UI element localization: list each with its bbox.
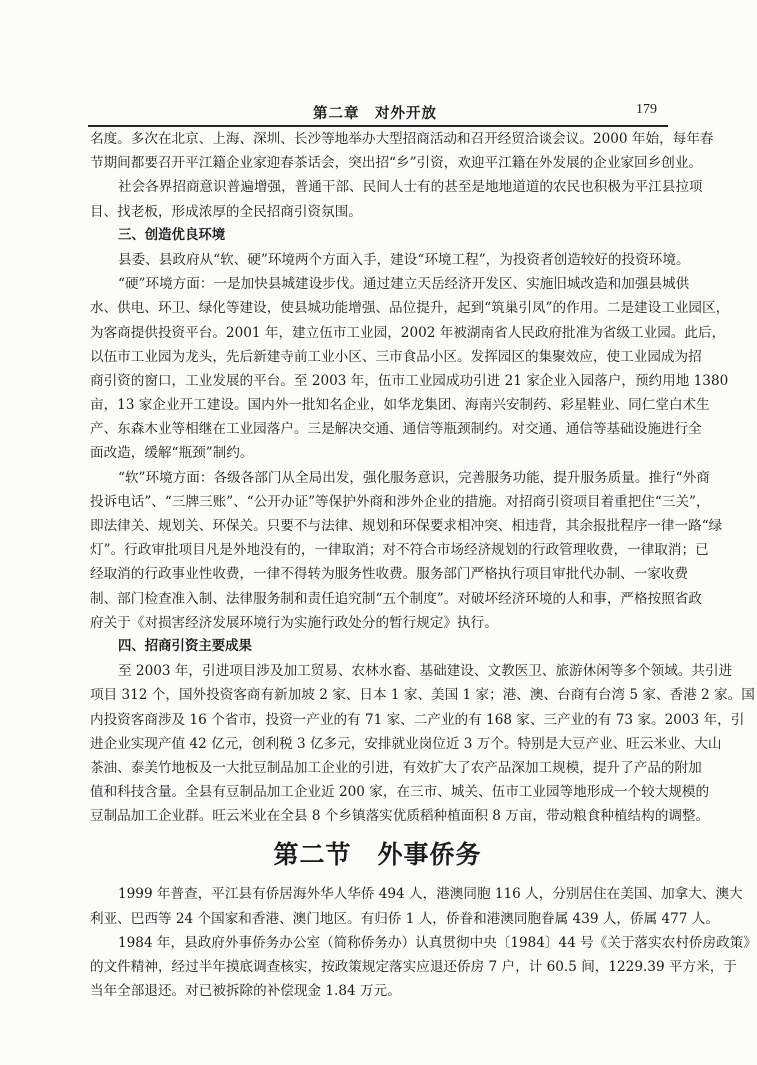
text-line: 以伍市工业园为龙头，先后新建寺前工业小区、三市食品小区。发挥园区的集聚效应，使工业园成为招 xyxy=(90,348,702,365)
text-line: 项目 312 个，国外投资客商有新加坡 2 家、日本 1 家、美国 1 家；港、澳、台商有台湾 5 家、香港 2 家。国 xyxy=(90,687,755,704)
running-header-chapter: 第二章 对外开放 xyxy=(313,105,437,122)
text-line: 灯”。行政审批项目凡是外地没有的，一律取消；对不符合市场经济规划的行政管理收费，一律取消；已 xyxy=(90,542,709,559)
text-line: 水、供电、环卫、绿化等建设，使县城功能增强、品位提升，起到“筑巢引凤”的作用。二是建设工业园区， xyxy=(90,300,730,317)
text-line: 1984 年，县政府外事侨务办公室（简称侨务办）认真贯彻中央〔1984〕44 号《关于落实农村侨房政策》 xyxy=(118,934,757,951)
paragraph xyxy=(90,127,714,175)
text-line: 亩，13 家企业开工建设。国内外一批知名企业，如华龙集团、海南兴安制药、彩星鞋业、同仁堂白术生 xyxy=(90,397,710,414)
paragraph xyxy=(90,882,743,930)
paragraph xyxy=(90,272,730,466)
text-line: 豆制品加工企业群。旺云米业在全县 8 个乡镇落实优质稻种植面积 8 万亩，带动粮食种植结构的调整。 xyxy=(90,808,710,825)
text-line: 利亚、巴西等 24 个国家和香港、澳门地区。有归侨 1 人，侨眷和港澳同胞眷属 439 人，侨属 477 人。 xyxy=(90,910,719,927)
text-line: 目、找老板，形成浓厚的全民招商引资氛围。 xyxy=(90,203,362,220)
text-line: 1999 年普查，平江县有侨居海外华人华侨 494 人，港澳同胞 116 人，分别居住在美国、加拿大、澳大 xyxy=(118,886,743,903)
text-line: 内投资客商涉及 16 个省市，投资一产业的有 71 家、二产业的有 168 家、三产业的有 73 家。2003 年，引 xyxy=(90,711,745,728)
text-line: 名度。多次在北京、上海、深圳、长沙等地举办大型招商活动和召开经贸洽谈会议。2000 年始，每年春 xyxy=(90,131,714,147)
paragraph xyxy=(90,248,690,272)
section-title: 第二节 外事侨务 xyxy=(273,840,482,870)
text-line: 即法律关、规划关、环保关。只要不与法律、规划和环保要求相冲突、相违背，其余报批程序一律一路“绿 xyxy=(90,518,723,534)
paragraph xyxy=(90,466,723,635)
subsection-heading: 四、招商引资主要成果 xyxy=(118,638,252,654)
page-number: 179 xyxy=(636,102,657,117)
text-line: 值和科技含量。全县有豆制品加工企业近 200 家，在三市、城关、伍市工业园等地形成一个较大规模的 xyxy=(90,784,710,801)
page-body xyxy=(90,127,757,1003)
text-line: 产、东森木业等相继在工业园落户。三是解决交通、通信等瓶颈制约。对交通、通信等基础设施进行全 xyxy=(90,421,702,438)
text-line: 县委、县政府从“软、硬”环境两个方面入手，建设“环境工程”，为投资者创造较好的投资环境。 xyxy=(118,251,690,268)
text-line: 府关于《对损害经济发展环境行为实施行政处分的暂行规定》执行。 xyxy=(90,614,498,631)
text-line: “硬”环境方面：一是加快县城建设步伐。通过建立天岳经济开发区、实施旧城改造和加强县城供 xyxy=(118,276,690,293)
text-line: 节期间都要召开平江籍企业家迎春茶话会，突出招“乡”引资，欢迎平江籍在外发展的企业家回乡创业。 xyxy=(90,155,703,172)
text-line: 经取消的行政事业性收费，一律不得转为服务性收费。服务部门严格执行项目审批代办制、一家收费 xyxy=(90,566,689,583)
subsection-heading: 三、创造优良环境 xyxy=(118,227,226,243)
text-line: 为客商提供投资平台。2001 年，建立伍市工业园，2002 年被湖南省人民政府批准为省级工业园。此后， xyxy=(90,324,726,341)
text-line: 制、部门检查准入制、法律服务制和责任追究制“五个制度”。对破坏经济环境的人和事，严格按照省政 xyxy=(90,590,703,607)
text-line: 当年全部退还。对已被拆除的补偿现金 1.84 万元。 xyxy=(90,983,401,1000)
paragraph xyxy=(90,175,703,223)
text-line: 投诉电话”、“三牌三账”、“公开办证”等保护外商和涉外企业的措施。对招商引资项目着重把住“三关”， xyxy=(90,493,710,510)
paragraph xyxy=(90,931,757,1004)
text-line: “软”环境方面：各级各部门从全局出发，强化服务意识，完善服务功能，提升服务质量。推行“外商 xyxy=(118,469,710,486)
text-line: 茶油、泰美竹地板及一大批豆制品加工企业的引进，有效扩大了农产品深加工规模，提升了产品的附加 xyxy=(90,759,702,776)
text-line: 进企业实现产值 42 亿元，创利税 3 亿多元，安排就业岗位近 3 万个。特别是大豆产业、旺云米业、大山 xyxy=(90,735,722,752)
paragraph xyxy=(90,659,755,828)
text-line: 商引资的窗口，工业发展的平台。至 2003 年，伍市工业园成功引进 21 家企业入园落户，预约用地 1380 xyxy=(90,372,729,389)
text-line: 的文件精神，经过半年摸底调查核实，按政策规定落实应退还侨房 7 户，计 60.5 间，1229.39 平方米，于 xyxy=(90,959,737,975)
text-line: 至 2003 年，引进项目涉及加工贸易、农林水畜、基础建设、文教医卫、旅游休闲等多个领域。共引进 xyxy=(118,663,733,680)
text-line: 面改造，缓解“瓶颈”制约。 xyxy=(90,445,254,462)
text-line: 社会各界招商意识普遍增强，普通干部、民间人士有的甚至是地地道道的农民也积极为平江县拉项 xyxy=(118,179,703,196)
